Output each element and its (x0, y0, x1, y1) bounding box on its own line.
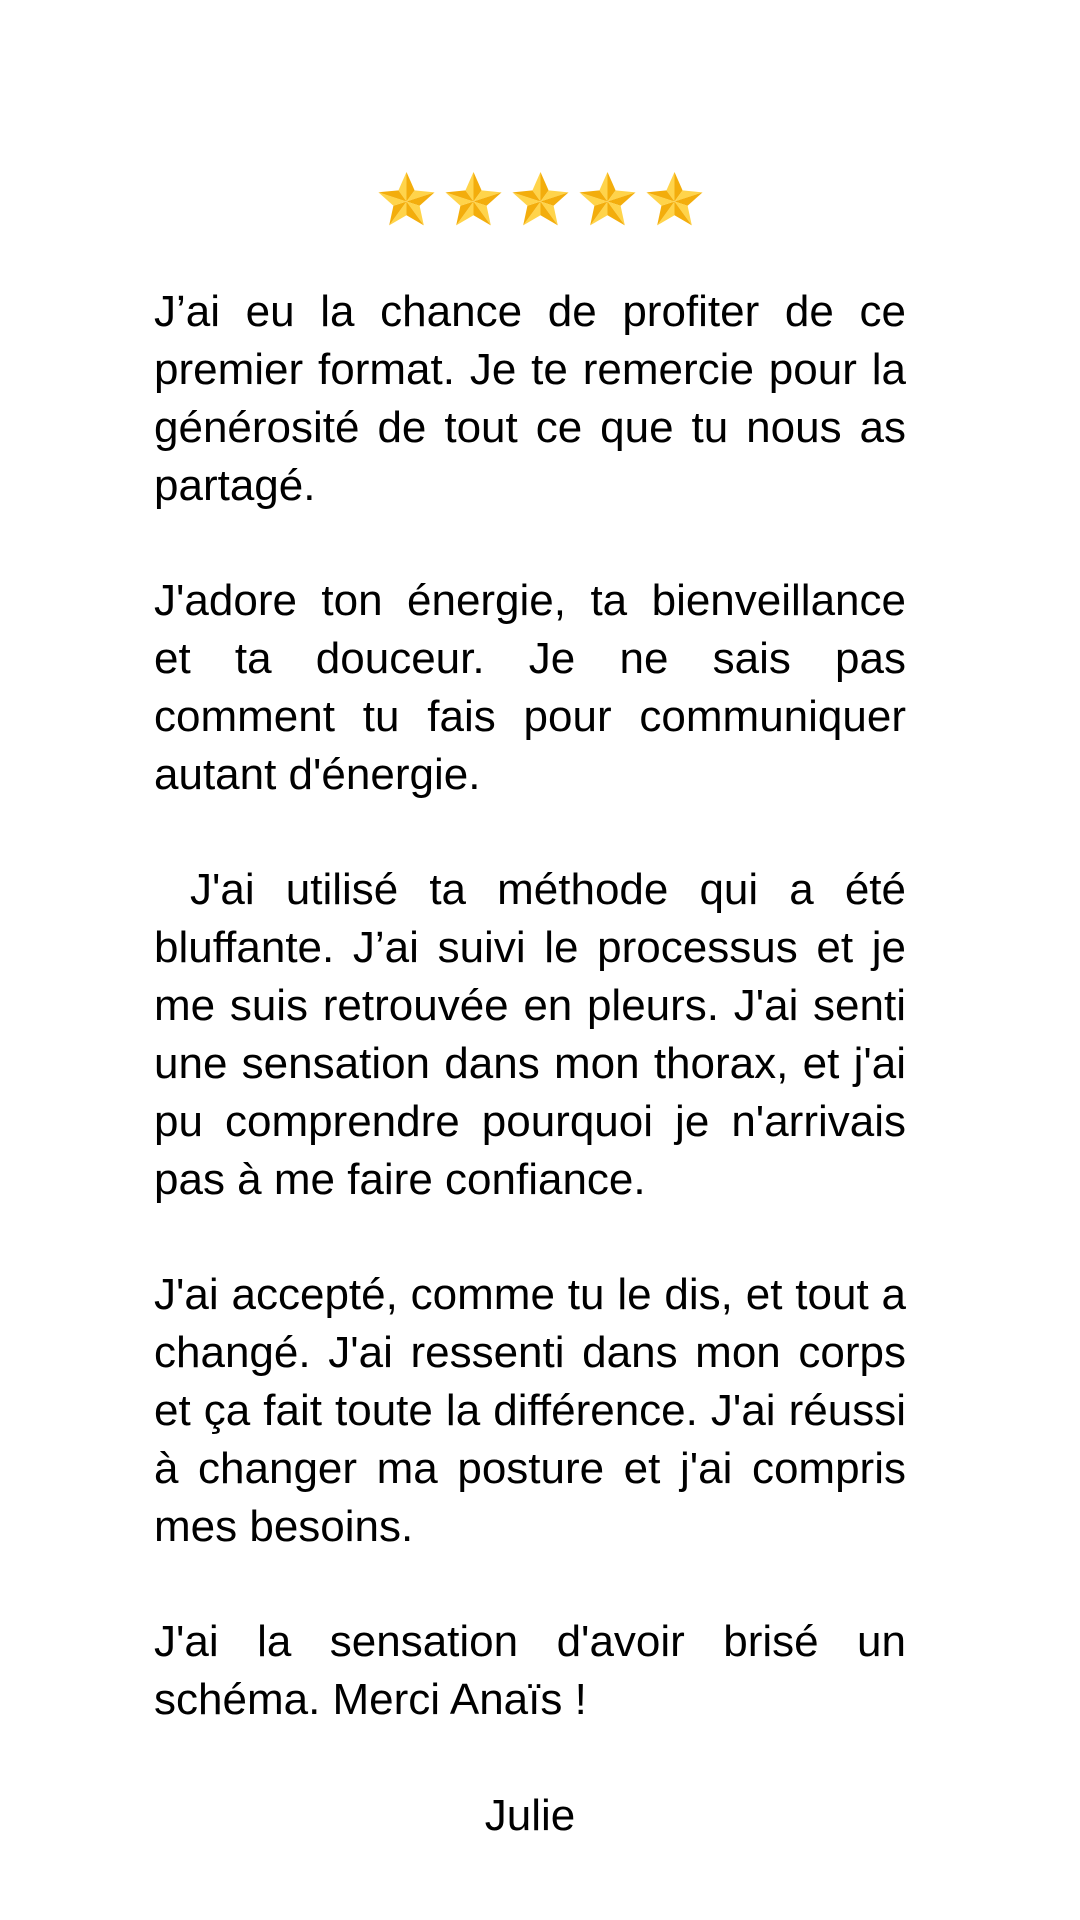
rating-stars (0, 0, 1080, 231)
testimonial-body (154, 283, 906, 1845)
star-icon (375, 168, 438, 231)
testimonial-paragraph: J'ai accepté, comme tu le dis, et tout a changé. J'ai ressenti dans mon corps et ça fait toute la différence. J'ai réussi à changer ma posture et j'ai compris mes besoins. (154, 1270, 906, 1551)
testimonial-paragraph: J'adore ton énergie, ta bienveillance et ta douceur. Je ne sais pas comment tu fais pour communiquer autant d'énergie. (154, 576, 906, 799)
testimonial-paragraph: J’ai eu la chance de profiter de ce premier format. Je te remercie pour la générosité de tout ce que tu nous as partagé. (154, 287, 906, 510)
testimonial-paragraph: J'ai utilisé ta méthode qui a été bluffante. J’ai suivi le processus et je me suis retrouvée en pleurs. J'ai senti une sensation dans mon thorax, et j'ai pu comprendre pourquoi je n'arrivais pas à me faire confiance. (154, 865, 906, 1204)
star-icon (643, 168, 706, 231)
testimonial-paragraph: J'ai la sensation d'avoir brisé un schéma. Merci Anaïs ! (154, 1617, 906, 1724)
star-icon (442, 168, 505, 231)
signature: Julie (484, 1791, 576, 1840)
star-icon (576, 168, 639, 231)
star-icon (509, 168, 572, 231)
